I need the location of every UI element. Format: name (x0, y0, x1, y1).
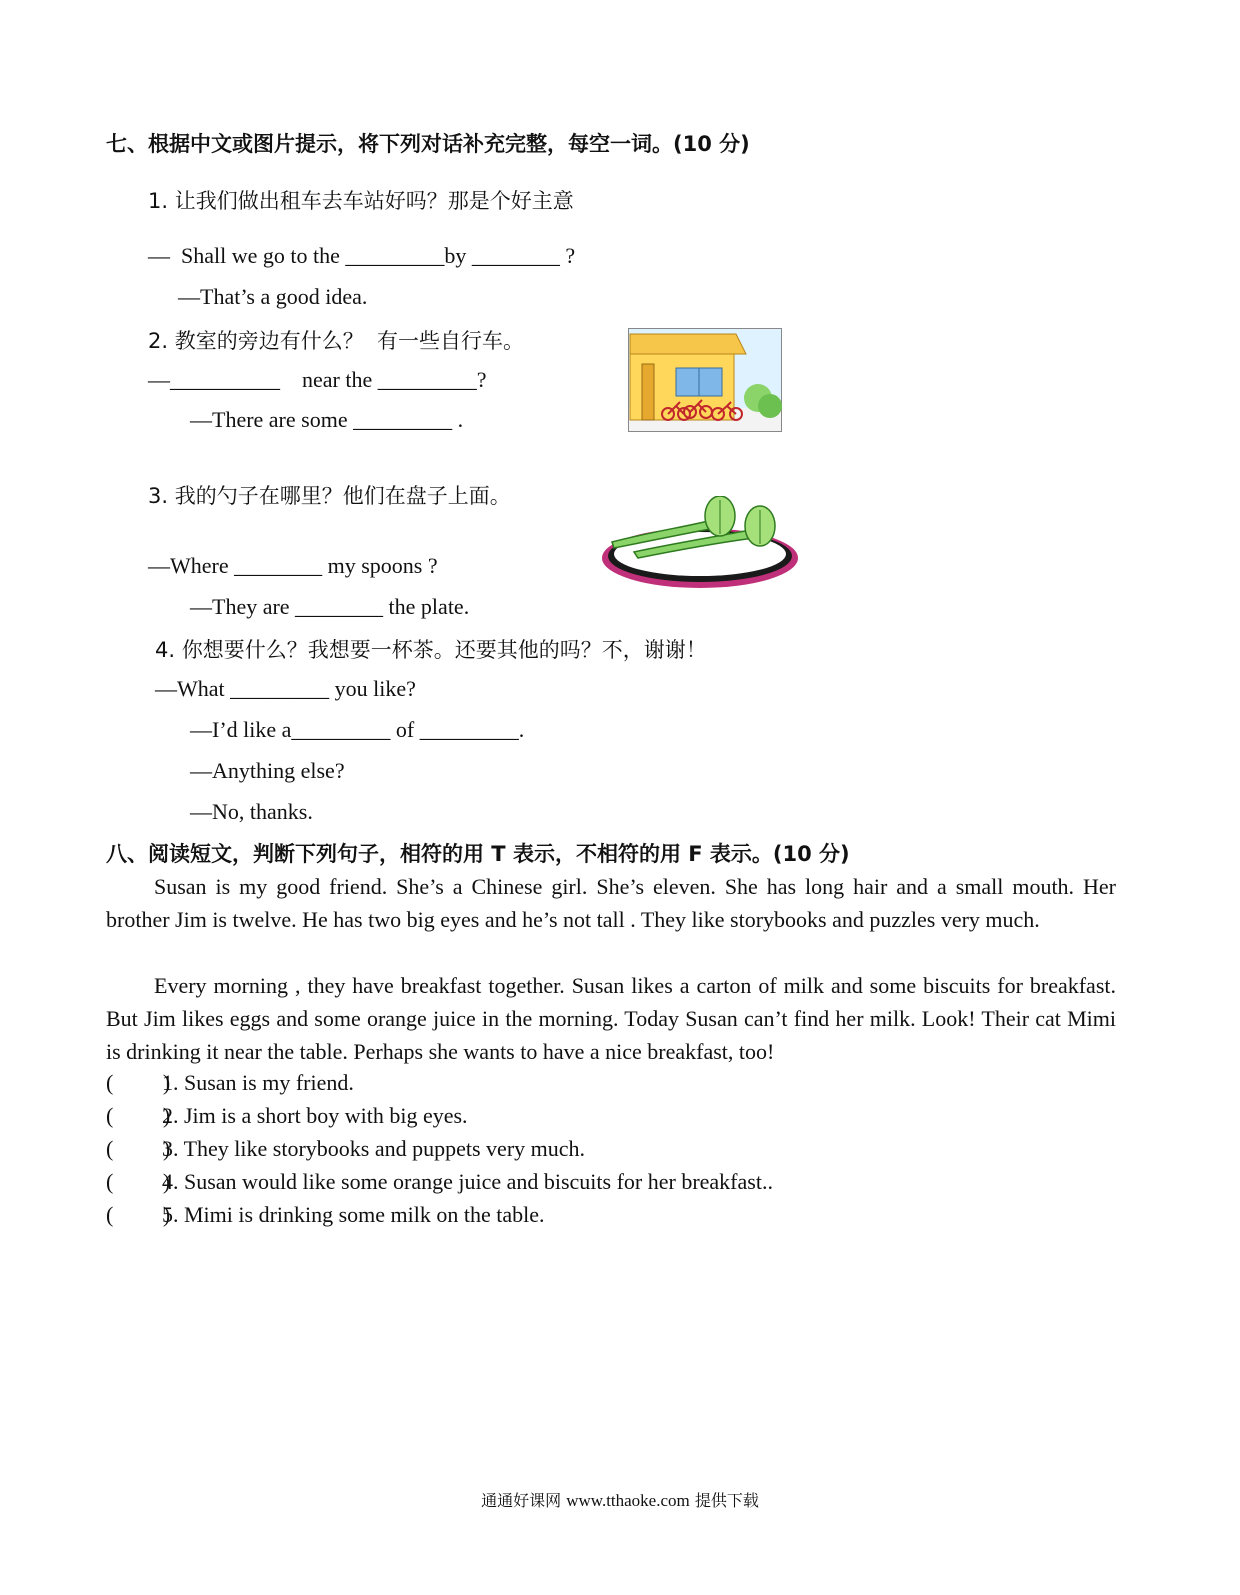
q1-dialogue-line1: — Shall we go to the _________by ________ ? (148, 243, 576, 268)
q3-chinese-prompt: 3. 我的勺子在哪里？他们在盘子上面。 (148, 484, 511, 508)
footer-suffix: 提供下载 (694, 1491, 759, 1510)
q4-dialogue-line1: —What _________ you like? (155, 676, 416, 701)
tf-item-text: 3. They like storybooks and puppets very much. (162, 1136, 586, 1161)
tf-item-text: 5. Mimi is drinking some milk on the table. (162, 1202, 545, 1227)
reading-paragraph-2: Every morning , they have breakfast together. Susan likes a carton of milk and some biscuits for breakfast. But Jim likes eggs and some orange juice in the morning. Today Susan can’t find her milk. Look! Their cat Mimi is drinking it near the table. Perhaps she wants to have a nice breakfast, too! (106, 973, 1116, 1064)
q2-dialogue-line2: —There are some _________ . (190, 407, 464, 432)
answer-blank[interactable]: ( ) (106, 1070, 171, 1095)
tf-item-text: 1. Susan is my friend. (162, 1070, 354, 1095)
q3-dialogue-line1: —Where ________ my spoons ? (148, 553, 438, 578)
page-footer (0, 1488, 1240, 1511)
tf-item-2 (106, 1103, 468, 1129)
answer-blank[interactable]: ( ) (106, 1169, 171, 1194)
footer-url[interactable]: www.tthaoke.com (566, 1491, 690, 1510)
q1-chinese-prompt: 1. 让我们做出租车去车站好吗？那是个好主意 (148, 189, 574, 213)
footer-site-name: 通通好课网 (481, 1491, 562, 1510)
section7-heading: 七、根据中文或图片提示，将下列对话补充完整，每空一词。(10 分) (106, 132, 750, 156)
answer-blank[interactable]: ( ) (106, 1103, 171, 1128)
spoons-on-plate-illustration (600, 496, 804, 592)
tf-item-text: 4. Susan would like some orange juice and biscuits for her breakfast.. (162, 1169, 773, 1194)
q3-dialogue-line2: —They are ________ the plate. (190, 594, 470, 619)
building-with-bicycles-illustration (628, 328, 782, 432)
section8-heading: 八、阅读短文，判断下列句子，相符的用 T 表示，不相符的用 F 表示。(10 分) (106, 842, 850, 866)
q4-dialogue-line4: —No, thanks. (190, 799, 313, 824)
q4-dialogue-line2: —I’d like a_________ of _________. (190, 717, 525, 742)
q1-dialogue-line2: —That’s a good idea. (178, 284, 368, 309)
q4-dialogue-line3: —Anything else? (190, 758, 345, 783)
reading-paragraph-1: Susan is my good friend. She’s a Chinese girl. She’s eleven. She has long hair and a small mouth. Her brother Jim is twelve. He has two big eyes and he’s not tall . They like storybooks and puzzles very much. (106, 874, 1116, 932)
tf-item-1 (106, 1070, 354, 1096)
tf-item-text: 2. Jim is a short boy with big eyes. (162, 1103, 468, 1128)
tf-item-5 (106, 1202, 545, 1228)
tf-item-3 (106, 1136, 585, 1162)
answer-blank[interactable]: ( ) (106, 1202, 171, 1227)
tf-item-4 (106, 1169, 773, 1195)
q4-chinese-prompt: 4. 你想要什么？我想要一杯茶。还要其他的吗？不，谢谢！ (155, 638, 707, 662)
q2-dialogue-line1: —__________ near the _________? (148, 367, 487, 392)
answer-blank[interactable]: ( ) (106, 1136, 171, 1161)
q2-chinese-prompt: 2. 教室的旁边有什么？ 有一些自行车。 (148, 329, 525, 353)
